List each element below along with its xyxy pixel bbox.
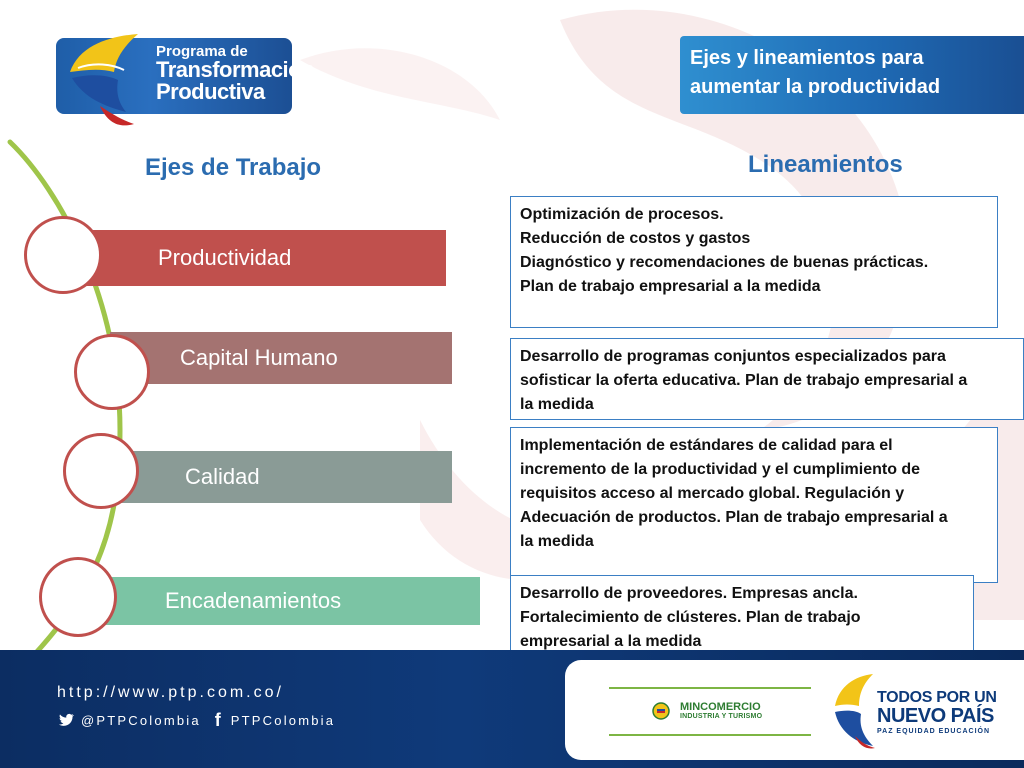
facebook-icon: f xyxy=(214,710,223,730)
todos-line-2: NUEVO PAÍS xyxy=(877,705,994,727)
logo-line-1: Programa de xyxy=(156,43,248,60)
twitter-handle[interactable]: @PTPColombia xyxy=(81,712,201,728)
mincomercio-subtitle: INDUSTRIA Y TURISMO xyxy=(680,713,763,720)
lineamiento-line: Optimización de procesos. xyxy=(520,206,724,223)
mincomercio-name: MINCOMERCIO xyxy=(680,701,761,713)
lineamiento-line: sofisticar la oferta educativa. Plan de trabajo empresarial a xyxy=(520,372,968,389)
todos-line-1: TODOS POR UN xyxy=(877,689,997,706)
eje-circle xyxy=(63,433,139,509)
eje-circle xyxy=(74,334,150,410)
eje-circle xyxy=(24,216,102,294)
eje-calidad xyxy=(100,451,452,503)
lineamientos-heading: Lineamientos xyxy=(748,151,903,178)
twitter-bird-icon xyxy=(57,711,75,729)
lineamiento-box-productividad xyxy=(510,196,998,328)
facebook-handle[interactable]: PTPColombia xyxy=(230,712,336,728)
lineamiento-line: requisitos acceso al mercado global. Regulación y xyxy=(520,485,905,502)
lineamiento-line: Reducción de costos y gastos xyxy=(520,230,751,247)
lineamiento-line: Implementación de estándares de calidad para el xyxy=(520,437,893,454)
ptp-logo xyxy=(56,32,315,128)
slide-header xyxy=(680,36,1024,114)
lineamiento-line: incremento de la productividad y el cumplimiento de xyxy=(520,461,921,478)
lineamiento-line: Fortalecimiento de clústeres. Plan de trabajo xyxy=(520,609,861,626)
lineamiento-line: empresarial a la medida xyxy=(520,633,702,650)
eje-capital-humano xyxy=(110,332,452,384)
eje-productividad xyxy=(62,230,446,286)
eje-label: Calidad xyxy=(185,464,260,489)
eje-encadenamientos xyxy=(76,577,480,625)
colombia-crest-icon xyxy=(651,701,671,721)
lineamiento-line: Adecuación de productos. Plan de trabajo empresarial a xyxy=(520,509,948,526)
todos-por-un-nuevo-pais-logo xyxy=(877,690,997,738)
header-title-line-1: Ejes y lineamientos para xyxy=(690,47,924,69)
logo-line-2: Transformación xyxy=(156,57,315,82)
divider xyxy=(609,687,811,689)
lineamiento-line: Plan de trabajo empresarial a la medida xyxy=(520,278,821,295)
header-title-line-2: aumentar la productividad xyxy=(690,76,941,98)
social-links xyxy=(57,711,335,729)
logo-flag-mark-icon xyxy=(60,32,150,128)
eje-label: Capital Humano xyxy=(180,345,338,370)
logo-wordmark xyxy=(156,43,315,104)
lineamiento-line: la medida xyxy=(520,396,594,413)
divider xyxy=(609,734,811,736)
logo-line-3: Productiva xyxy=(156,79,265,104)
todos-line-3: PAZ EQUIDAD EDUCACIÓN xyxy=(877,728,991,735)
lineamiento-line: Desarrollo de programas conjuntos especializados para xyxy=(520,348,946,365)
eje-circle xyxy=(39,557,117,637)
lineamiento-line: Diagnóstico y recomendaciones de buenas prácticas. xyxy=(520,254,929,271)
todos-por-un-nuevo-pais-mark-icon xyxy=(829,672,877,750)
lineamiento-line: Desarrollo de proveedores. Empresas ancla. xyxy=(520,585,858,602)
eje-label: Productividad xyxy=(158,245,292,270)
ejes-heading: Ejes de Trabajo xyxy=(145,154,322,181)
lineamiento-box-calidad xyxy=(510,427,998,583)
lineamiento-box-encadenamientos xyxy=(510,575,974,659)
eje-label: Encadenamientos xyxy=(165,588,342,613)
lineamiento-line: la medida xyxy=(520,533,594,550)
lineamiento-box-capital-humano xyxy=(510,338,1024,420)
mincomercio-logo xyxy=(680,702,762,721)
website-link[interactable]: http://www.ptp.com.co/ xyxy=(57,684,284,701)
